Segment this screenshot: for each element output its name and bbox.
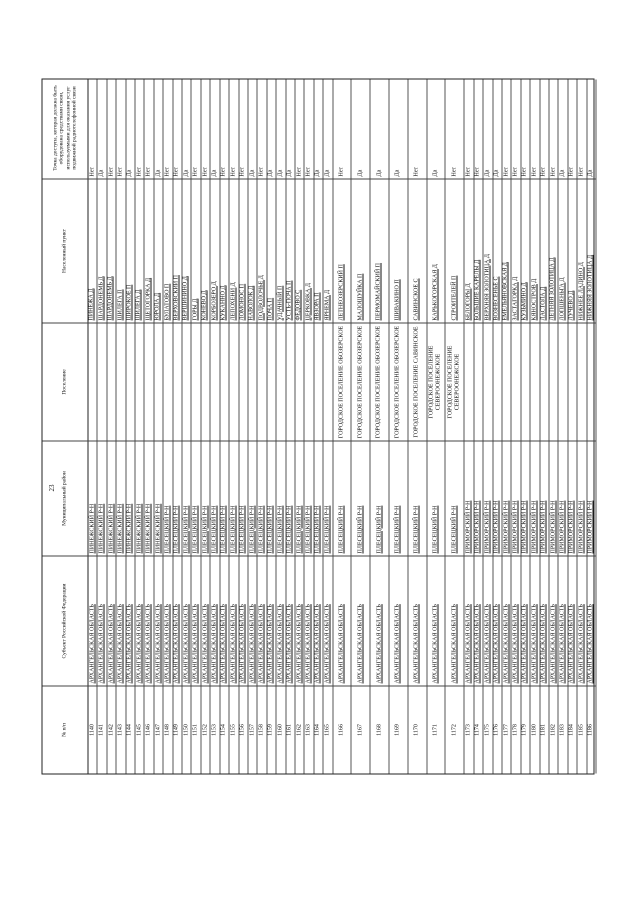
row-subject: АРХАНГЕЛЬСКАЯ ОБЛАСТЬ bbox=[200, 555, 209, 685]
row-subject: АРХАНГЕЛЬСКАЯ ОБЛАСТЬ bbox=[135, 555, 144, 685]
row-settlement bbox=[144, 322, 153, 440]
row-district: ПИНЕЖСКИЙ Р-Н bbox=[125, 440, 134, 555]
row-district: ПЛЕСЕЦКИЙ Р-Н bbox=[294, 440, 303, 555]
row-settlement bbox=[530, 322, 539, 440]
table-row bbox=[426, 79, 446, 773]
row-district: ПЛЕСЕЦКИЙ Р-Н bbox=[182, 440, 191, 555]
row-settlement: ГОРОДСКОЕ ПОСЕЛЕНИЕ СЕВЕРООНЕЖСКОЕ bbox=[445, 322, 464, 440]
row-district: ПРИМОРСКИЙ Р-Н bbox=[586, 440, 595, 555]
row-settlement bbox=[313, 322, 322, 440]
row-locality: ВЕРХНЯЯ ЗОЛОТИЦА Д bbox=[483, 178, 492, 322]
row-settlement bbox=[577, 322, 586, 440]
row-access-point: Нет bbox=[578, 166, 585, 176]
row-district: ПЛЕСЕЦКИЙ Р-Н bbox=[445, 440, 464, 555]
row-district: ПЛЕСЕЦКИЙ Р-Н bbox=[238, 440, 247, 555]
row-num: 1145 bbox=[135, 685, 144, 773]
row-district: ПЛЕСЕЦКИЙ Р-Н bbox=[229, 440, 238, 555]
row-num: 1162 bbox=[294, 685, 303, 773]
row-district: ПЛЕСЕЦКИЙ Р-Н bbox=[426, 440, 445, 555]
row-settlement bbox=[567, 322, 576, 440]
row-subject: АРХАНГЕЛЬСКАЯ ОБЛАСТЬ bbox=[97, 555, 106, 685]
row-access-point: Нет bbox=[451, 166, 458, 176]
header-locality: Населенный пункт bbox=[43, 178, 88, 322]
row-locality: ЛЕТНЕОЗЕРСКИЙ П bbox=[332, 178, 351, 322]
row-access-point: Нет bbox=[550, 166, 557, 176]
row-access-point: Нет bbox=[108, 166, 115, 176]
row-subject: АРХАНГЕЛЬСКАЯ ОБЛАСТЬ bbox=[304, 555, 313, 685]
row-subject: АРХАНГЕЛЬСКАЯ ОБЛАСТЬ bbox=[445, 555, 464, 685]
row-access-point: Нет bbox=[239, 166, 246, 176]
row-district: ПИНЕЖСКИЙ Р-Н bbox=[153, 440, 162, 555]
row-num: 1155 bbox=[229, 685, 238, 773]
row-subject: АРХАНГЕЛЬСКАЯ ОБЛАСТЬ bbox=[313, 555, 322, 685]
row-num: 1169 bbox=[389, 685, 408, 773]
row-num: 1183 bbox=[558, 685, 567, 773]
row-settlement: ГОРОДСКОЕ ПОСЕЛЕНИЕ ОБОЗЕРСКОЕ bbox=[351, 322, 370, 440]
row-num: 1152 bbox=[200, 685, 209, 773]
row-locality: КУКАННО Д bbox=[219, 178, 228, 322]
row-num: 1156 bbox=[238, 685, 247, 773]
row-subject: АРХАНГЕЛЬСКАЯ ОБЛАСТЬ bbox=[567, 555, 576, 685]
row-settlement bbox=[539, 322, 548, 440]
row-subject: АРХАНГЕЛЬСКАЯ ОБЛАСТЬ bbox=[473, 555, 482, 685]
row-settlement bbox=[125, 322, 134, 440]
row-locality: БУЛАТОВО П bbox=[163, 178, 172, 322]
row-num: 1186 bbox=[586, 685, 595, 773]
row-num: 1143 bbox=[116, 685, 125, 773]
row-num: 1180 bbox=[530, 685, 539, 773]
row-num: 1167 bbox=[351, 685, 370, 773]
table-row bbox=[370, 79, 390, 773]
row-subject: АРХАНГЕЛЬСКАЯ ОБЛАСТЬ bbox=[464, 555, 473, 685]
row-locality: ШИЛЕГА Д bbox=[135, 178, 144, 322]
row-locality: ЛОМОНОС П bbox=[238, 178, 247, 322]
row-district: ПИНЕЖСКИЙ Р-Н bbox=[88, 440, 97, 555]
row-district: ПЛЕСЕЦКИЙ Р-Н bbox=[351, 440, 370, 555]
row-subject: АРХАНГЕЛЬСКАЯ ОБЛАСТЬ bbox=[88, 555, 97, 685]
row-num: 1142 bbox=[106, 685, 115, 773]
row-settlement bbox=[257, 322, 266, 440]
row-access-point: Да bbox=[324, 169, 331, 176]
row-num: 1158 bbox=[257, 685, 266, 773]
row-subject: АРХАНГЕЛЬСКАЯ ОБЛАСТЬ bbox=[530, 555, 539, 685]
row-district: ПИНЕЖСКИЙ Р-Н bbox=[106, 440, 115, 555]
row-locality: БЕЛОГОРЫ Д bbox=[464, 178, 473, 322]
row-district: ПРИМОРСКИЙ Р-Н bbox=[483, 440, 492, 555]
row-district: ПРИМОРСКИЙ Р-Н bbox=[567, 440, 576, 555]
row-subject: АРХАНГЕЛЬСКАЯ ОБЛАСТЬ bbox=[323, 555, 332, 685]
row-district: ПЛЕСЕЦКИЙ Р-Н bbox=[219, 440, 228, 555]
row-settlement bbox=[323, 322, 332, 440]
row-access-point: Да bbox=[183, 169, 190, 176]
row-locality: ШИВАКИНО П bbox=[389, 178, 408, 322]
row-district: ПРИМОРСКИЙ Р-Н bbox=[492, 440, 501, 555]
row-settlement bbox=[294, 322, 303, 440]
row-locality: ШИРОКОЕ П bbox=[125, 178, 134, 322]
row-subject: АРХАНГЕЛЬСКАЯ ОБЛАСТЬ bbox=[210, 555, 219, 685]
row-subject: АРХАНГЕЛЬСКАЯ ОБЛАСТЬ bbox=[238, 555, 247, 685]
row-settlement bbox=[473, 322, 482, 440]
row-subject: АРХАНГЕЛЬСКАЯ ОБЛАСТЬ bbox=[370, 555, 389, 685]
row-num: 1146 bbox=[144, 685, 153, 773]
row-settlement: ГОРОДСКОЕ ПОСЕЛЕНИЕ ОБОЗЕРСКОЕ bbox=[370, 322, 389, 440]
row-settlement bbox=[464, 322, 473, 440]
row-access-point: Да bbox=[484, 169, 491, 176]
row-locality: ЮРОЛА Д bbox=[153, 178, 162, 322]
row-subject: АРХАНГЕЛЬСКАЯ ОБЛАСТЬ bbox=[163, 555, 172, 685]
row-settlement bbox=[483, 322, 492, 440]
row-access-point: Нет bbox=[230, 166, 237, 176]
row-access-point: Да bbox=[286, 169, 293, 176]
row-subject: АРХАНГЕЛЬСКАЯ ОБЛАСТЬ bbox=[351, 555, 370, 685]
row-num: 1170 bbox=[407, 685, 426, 773]
row-locality: ЛЕТНЯЯ ЗОЛОТИЦА Д bbox=[548, 178, 557, 322]
row-access-point: Нет bbox=[503, 166, 510, 176]
row-locality: ВЕРШИНИНО Д bbox=[182, 178, 191, 322]
row-access-point: Да bbox=[587, 169, 594, 176]
row-subject: АРХАНГЕЛЬСКАЯ ОБЛАСТЬ bbox=[548, 555, 557, 685]
row-num: 1164 bbox=[313, 685, 322, 773]
row-subject: АРХАНГЕЛЬСКАЯ ОБЛАСТЬ bbox=[483, 555, 492, 685]
row-num: 1154 bbox=[219, 685, 228, 773]
table-row bbox=[389, 79, 409, 773]
row-district: ПРИМОРСКИЙ Р-Н bbox=[548, 440, 557, 555]
row-access-point: Да bbox=[493, 169, 500, 176]
row-num: 1147 bbox=[153, 685, 162, 773]
row-access-point: Нет bbox=[531, 166, 538, 176]
row-subject: АРХАНГЕЛЬСКАЯ ОБЛАСТЬ bbox=[144, 555, 153, 685]
row-subject: АРХАНГЕЛЬСКАЯ ОБЛАСТЬ bbox=[219, 555, 228, 685]
row-subject: АРХАНГЕЛЬСКАЯ ОБЛАСТЬ bbox=[520, 555, 529, 685]
row-access-point: Нет bbox=[220, 166, 227, 176]
row-locality: ЕМЕЛЬЯНОВСКАЯ Д bbox=[501, 178, 510, 322]
row-district: ПЛЕСЕЦКИЙ Р-Н bbox=[323, 440, 332, 555]
row-locality: НАВОЛОК Д bbox=[247, 178, 256, 322]
row-access-point: Да bbox=[267, 169, 274, 176]
row-subject: АРХАНГЕЛЬСКАЯ ОБЛАСТЬ bbox=[539, 555, 548, 685]
row-settlement: ГОРОДСКОЕ ПОСЕЛЕНИЕ ОБОЗЕРСКОЕ bbox=[332, 322, 351, 440]
row-district: ПЛЕСЕЦКИЙ Р-Н bbox=[191, 440, 200, 555]
row-num: 1185 bbox=[577, 685, 586, 773]
row-locality: ЯВЗОРА П bbox=[313, 178, 322, 322]
row-num: 1176 bbox=[492, 685, 501, 773]
table-row bbox=[445, 79, 465, 773]
row-access-point: Да bbox=[211, 169, 218, 176]
row-locality: ПОЧА П bbox=[266, 178, 275, 322]
row-access-point: Да bbox=[98, 169, 105, 176]
row-subject: АРХАНГЕЛЬСКАЯ ОБЛАСТЬ bbox=[266, 555, 275, 685]
page-number: 23 bbox=[48, 484, 56, 492]
row-num: 1148 bbox=[163, 685, 172, 773]
row-subject: АРХАНГЕЛЬСКАЯ ОБЛАСТЬ bbox=[558, 555, 567, 685]
row-locality: ПИНЕЖА Д bbox=[88, 178, 97, 322]
row-locality: ЛУЧЕВО Д bbox=[567, 178, 576, 322]
row-access-point: Нет bbox=[202, 166, 209, 176]
row-settlement bbox=[97, 322, 106, 440]
row-subject: АРХАНГЕЛЬСКАЯ ОБЛАСТЬ bbox=[191, 555, 200, 685]
row-settlement: ГОРОДСКОЕ ПОСЕЛЕНИЕ САВИНСКОЕ bbox=[407, 322, 426, 440]
row-subject: АРХАНГЕЛЬСКАЯ ОБЛАСТЬ bbox=[511, 555, 520, 685]
row-settlement: ГОРОДСКОЕ ПОСЕЛЕНИЕ ОБОЗЕРСКОЕ bbox=[389, 322, 408, 440]
row-access-point: Нет bbox=[540, 166, 547, 176]
row-access-point: Нет bbox=[164, 166, 171, 176]
row-access-point: Нет bbox=[338, 166, 345, 176]
row-settlement bbox=[88, 322, 97, 440]
row-num: 1184 bbox=[567, 685, 576, 773]
row-district: ПРИМОРСКИЙ Р-Н bbox=[511, 440, 520, 555]
row-district: ПЛЕСЕЦКИЙ Р-Н bbox=[247, 440, 256, 555]
header-num: № п/п bbox=[43, 685, 88, 773]
row-settlement bbox=[266, 322, 275, 440]
row-locality: ВОЗНЕСЕНЬЕ С bbox=[492, 178, 501, 322]
row-num: 1140 bbox=[88, 685, 97, 773]
row-locality: ШИЛЕГА П bbox=[116, 178, 125, 322]
row-subject: АРХАНГЕЛЬСКАЯ ОБЛАСТЬ bbox=[586, 555, 595, 685]
row-district: ПРИМОРСКИЙ Р-Н bbox=[473, 440, 482, 555]
row-district: ПЛЕСЕЦКИЙ Р-Н bbox=[313, 440, 322, 555]
row-subject: АРХАНГЕЛЬСКАЯ ОБЛАСТЬ bbox=[492, 555, 501, 685]
row-district: ПРИМОРСКИЙ Р-Н bbox=[577, 440, 586, 555]
row-district: ПИНЕЖСКИЙ Р-Н bbox=[144, 440, 153, 555]
row-locality: ПЕРМОМАЙСКИЙ П bbox=[370, 178, 389, 322]
row-locality: КАРЬКОГОРСКАЯ Д bbox=[426, 178, 445, 322]
row-district: ПЛЕСЕЦКИЙ Р-Н bbox=[407, 440, 426, 555]
table-row bbox=[351, 79, 371, 773]
row-subject: АРХАНГЕЛЬСКАЯ ОБЛАСТЬ bbox=[407, 555, 426, 685]
row-district: ПЛЕСЕЦКИЙ Р-Н bbox=[257, 440, 266, 555]
row-settlement bbox=[116, 322, 125, 440]
row-subject: АРХАНГЕЛЬСКАЯ ОБЛАСТЬ bbox=[285, 555, 294, 685]
row-access-point: Да bbox=[277, 169, 284, 176]
row-settlement bbox=[238, 322, 247, 440]
row-locality: ГОРЫ Д bbox=[191, 178, 200, 322]
row-settlement bbox=[153, 322, 162, 440]
table-row bbox=[586, 79, 596, 773]
row-locality: ЯРНЕМА Д bbox=[323, 178, 332, 322]
row-locality: ЛЕПОХЕНИ Д bbox=[229, 178, 238, 322]
row-settlement bbox=[501, 322, 510, 440]
row-num: 1175 bbox=[483, 685, 492, 773]
row-num: 1163 bbox=[304, 685, 313, 773]
row-district: ПРИМОРСКИЙ Р-Н bbox=[530, 440, 539, 555]
row-settlement bbox=[492, 322, 501, 440]
row-district: ПЛЕСЕЦКИЙ Р-Н bbox=[172, 440, 181, 555]
row-locality: ЦЕРКОВКА Д bbox=[304, 178, 313, 322]
row-district: ПЛЕСЕЦКИЙ Р-Н bbox=[370, 440, 389, 555]
row-settlement bbox=[229, 322, 238, 440]
row-settlement bbox=[285, 322, 294, 440]
row-locality: ЛОПШЕНЬГА Д bbox=[558, 178, 567, 322]
row-subject: АРХАНГЕЛЬСКАЯ ОБЛАСТЬ bbox=[182, 555, 191, 685]
row-district: ПЛЕСЕЦКИЙ Р-Н bbox=[210, 440, 219, 555]
row-num: 1165 bbox=[323, 685, 332, 773]
row-access-point: Да bbox=[249, 169, 256, 176]
row-settlement bbox=[548, 322, 557, 440]
row-subject: АРХАНГЕЛЬСКАЯ ОБЛАСТЬ bbox=[257, 555, 266, 685]
row-settlement bbox=[106, 322, 115, 440]
row-access-point: Нет bbox=[465, 166, 472, 176]
row-access-point: Нет bbox=[258, 166, 265, 176]
row-access-point: Нет bbox=[296, 166, 303, 176]
row-access-point: Да bbox=[357, 169, 364, 176]
row-num: 1160 bbox=[276, 685, 285, 773]
table-header-row bbox=[43, 79, 89, 773]
row-access-point: Нет bbox=[413, 166, 420, 176]
row-access-point: Да bbox=[376, 169, 383, 176]
row-locality: МАЛОШУЙКА П bbox=[351, 178, 370, 322]
row-settlement bbox=[210, 322, 219, 440]
settlements-table bbox=[42, 78, 595, 774]
row-locality: САВИНСКОЕ С bbox=[407, 178, 426, 322]
row-settlement bbox=[135, 322, 144, 440]
row-settlement bbox=[172, 322, 181, 440]
header-district: Муниципальный район bbox=[43, 440, 88, 555]
row-district: ПЛЕСЕЦКИЙ Р-Н bbox=[266, 440, 275, 555]
row-num: 1182 bbox=[548, 685, 557, 773]
row-district: ПЛЕСЕЦКИЙ Р-Н bbox=[200, 440, 209, 555]
row-subject: АРХАНГЕЛЬСКАЯ ОБЛАСТЬ bbox=[106, 555, 115, 685]
row-district: ПЛЕСЕЦКИЙ Р-Н bbox=[304, 440, 313, 555]
row-locality: СТРОИТЕЛЕЙ П bbox=[445, 178, 464, 322]
row-num: 1181 bbox=[539, 685, 548, 773]
row-district: ПИНЕЖСКИЙ Р-Н bbox=[116, 440, 125, 555]
row-settlement bbox=[276, 322, 285, 440]
row-district: ПРИМОРСКИЙ Р-Н bbox=[501, 440, 510, 555]
row-access-point: Нет bbox=[136, 166, 143, 176]
row-district: ПЛЕСЕЦКИЙ Р-Н bbox=[285, 440, 294, 555]
row-settlement bbox=[182, 322, 191, 440]
row-locality: ЗАСТАГОРКА Д bbox=[511, 178, 520, 322]
row-num: 1161 bbox=[285, 685, 294, 773]
row-locality: ВЕРХОВСКИЙ П bbox=[172, 178, 181, 322]
row-district: ПЛЕСЕЦКИЙ Р-Н bbox=[163, 440, 172, 555]
header-subject: Субъект Российской Федерации bbox=[43, 555, 88, 685]
row-access-point: Да bbox=[394, 169, 401, 176]
row-locality: КОНЕВО Д bbox=[200, 178, 209, 322]
header-access-point: Точка доступа, которая должна быть оборудована средствами связи, используемыми для оказания услуг подвижной радиотелефонной связи bbox=[52, 84, 78, 171]
row-num: 1179 bbox=[520, 685, 529, 773]
row-subject: АРХАНГЕЛЬСКАЯ ОБЛАСТЬ bbox=[125, 555, 134, 685]
row-district: ПРИМОРСКИЙ Р-Н bbox=[558, 440, 567, 555]
row-subject: АРХАНГЕЛЬСКАЯ ОБЛАСТЬ bbox=[116, 555, 125, 685]
row-num: 1166 bbox=[332, 685, 351, 773]
row-num: 1168 bbox=[370, 685, 389, 773]
row-locality: КУЗЬМИНО Д bbox=[520, 178, 529, 322]
row-num: 1173 bbox=[464, 685, 473, 773]
row-subject: АРХАНГЕЛЬСКАЯ ОБЛАСТЬ bbox=[276, 555, 285, 685]
row-district: ПРИМОРСКИЙ Р-Н bbox=[464, 440, 473, 555]
row-num: 1149 bbox=[172, 685, 181, 773]
row-access-point: Нет bbox=[512, 166, 519, 176]
row-access-point: Да bbox=[155, 169, 162, 176]
row-access-point: Нет bbox=[89, 166, 96, 176]
row-subject: АРХАНГЕЛЬСКАЯ ОБЛАСТЬ bbox=[501, 555, 510, 685]
row-settlement: ГОРОДСКОЕ ПОСЕЛЕНИЕ СЕВЕРООНЕЖСКОЕ bbox=[426, 322, 445, 440]
row-access-point: Нет bbox=[521, 166, 528, 176]
row-district: ПИНЕЖСКИЙ Р-Н bbox=[97, 440, 106, 555]
row-locality: ЩЕТОГОРКА Д bbox=[144, 178, 153, 322]
row-num: 1171 bbox=[426, 685, 445, 773]
row-locality: УДАЧНЫЙ П bbox=[276, 178, 285, 322]
row-district: ПИНЕЖСКИЙ Р-Н bbox=[135, 440, 144, 555]
row-num: 1151 bbox=[191, 685, 200, 773]
row-locality: ЛАСТОЛА Д bbox=[539, 178, 548, 322]
row-locality: ШАРДОНЕМЬ Д bbox=[97, 178, 106, 322]
row-num: 1144 bbox=[125, 685, 134, 773]
row-access-point: Нет bbox=[117, 166, 124, 176]
row-locality: БОЛЬШИЕ КАРЕЛЫ Д bbox=[473, 178, 482, 322]
row-num: 1178 bbox=[511, 685, 520, 773]
row-settlement bbox=[520, 322, 529, 440]
row-subject: АРХАНГЕЛЬСКАЯ ОБЛАСТЬ bbox=[426, 555, 445, 685]
row-access-point: Да bbox=[432, 169, 439, 176]
row-access-point: Да bbox=[126, 169, 133, 176]
row-subject: АРХАНГЕЛЬСКАЯ ОБЛАСТЬ bbox=[153, 555, 162, 685]
row-access-point: Нет bbox=[145, 166, 152, 176]
row-settlement bbox=[200, 322, 209, 440]
row-subject: АРХАНГЕЛЬСКАЯ ОБЛАСТЬ bbox=[294, 555, 303, 685]
row-subject: АРХАНГЕЛЬСКАЯ ОБЛАСТЬ bbox=[247, 555, 256, 685]
row-locality: ФЕДОВО С bbox=[294, 178, 303, 322]
row-num: 1153 bbox=[210, 685, 219, 773]
row-locality: КОРБОЗЕРО Д bbox=[210, 178, 219, 322]
row-subject: АРХАНГЕЛЬСКАЯ ОБЛАСТЬ bbox=[229, 555, 238, 685]
row-num: 1150 bbox=[182, 685, 191, 773]
row-access-point: Да bbox=[559, 169, 566, 176]
row-subject: АРХАНГЕЛЬСКАЯ ОБЛАСТЬ bbox=[332, 555, 351, 685]
row-num: 1141 bbox=[97, 685, 106, 773]
header-settlement: Поселение bbox=[43, 322, 88, 440]
row-subject: АРХАНГЕЛЬСКАЯ ОБЛАСТЬ bbox=[172, 555, 181, 685]
row-access-point: Нет bbox=[192, 166, 199, 176]
row-district: ПЛЕСЕЦКИЙ Р-Н bbox=[389, 440, 408, 555]
row-num: 1174 bbox=[473, 685, 482, 773]
row-district: ПЛЕСЕЦКИЙ Р-Н bbox=[332, 440, 351, 555]
row-locality: НИЖНЯЯ ЗОЛОТИЦА Д bbox=[586, 178, 595, 322]
table-row bbox=[332, 79, 352, 773]
row-access-point: Нет bbox=[474, 166, 481, 176]
row-settlement bbox=[163, 322, 172, 440]
row-access-point: Нет bbox=[173, 166, 180, 176]
row-num: 1159 bbox=[266, 685, 275, 773]
row-locality: ПОДВОЛОЧЬЕ Д bbox=[257, 178, 266, 322]
row-settlement bbox=[511, 322, 520, 440]
row-subject: АРХАНГЕЛЬСКАЯ ОБЛАСТЬ bbox=[577, 555, 586, 685]
row-locality: УСТЬ-ПОЧА П bbox=[285, 178, 294, 322]
table-row bbox=[407, 79, 427, 773]
row-access-point: Да bbox=[314, 169, 321, 176]
row-settlement bbox=[558, 322, 567, 440]
row-num: 1172 bbox=[445, 685, 464, 773]
row-settlement bbox=[304, 322, 313, 440]
row-district: ПРИМОРСКИЙ Р-Н bbox=[539, 440, 548, 555]
row-locality: КЯНОСТРОВ Д bbox=[530, 178, 539, 322]
row-access-point: Нет bbox=[568, 166, 575, 176]
row-district: ПРИМОРСКИЙ Р-Н bbox=[520, 440, 529, 555]
row-num: 1157 bbox=[247, 685, 256, 773]
row-settlement bbox=[219, 322, 228, 440]
row-settlement bbox=[247, 322, 256, 440]
row-locality: ШАРДОНЕМЬ Д bbox=[106, 178, 115, 322]
row-locality: НИЖНЕЕ ЛАДИНО Д bbox=[577, 178, 586, 322]
row-settlement bbox=[586, 322, 595, 440]
row-access-point: Нет bbox=[305, 166, 312, 176]
row-settlement bbox=[191, 322, 200, 440]
row-num: 1177 bbox=[501, 685, 510, 773]
row-district: ПЛЕСЕЦКИЙ Р-Н bbox=[276, 440, 285, 555]
row-subject: АРХАНГЕЛЬСКАЯ ОБЛАСТЬ bbox=[389, 555, 408, 685]
